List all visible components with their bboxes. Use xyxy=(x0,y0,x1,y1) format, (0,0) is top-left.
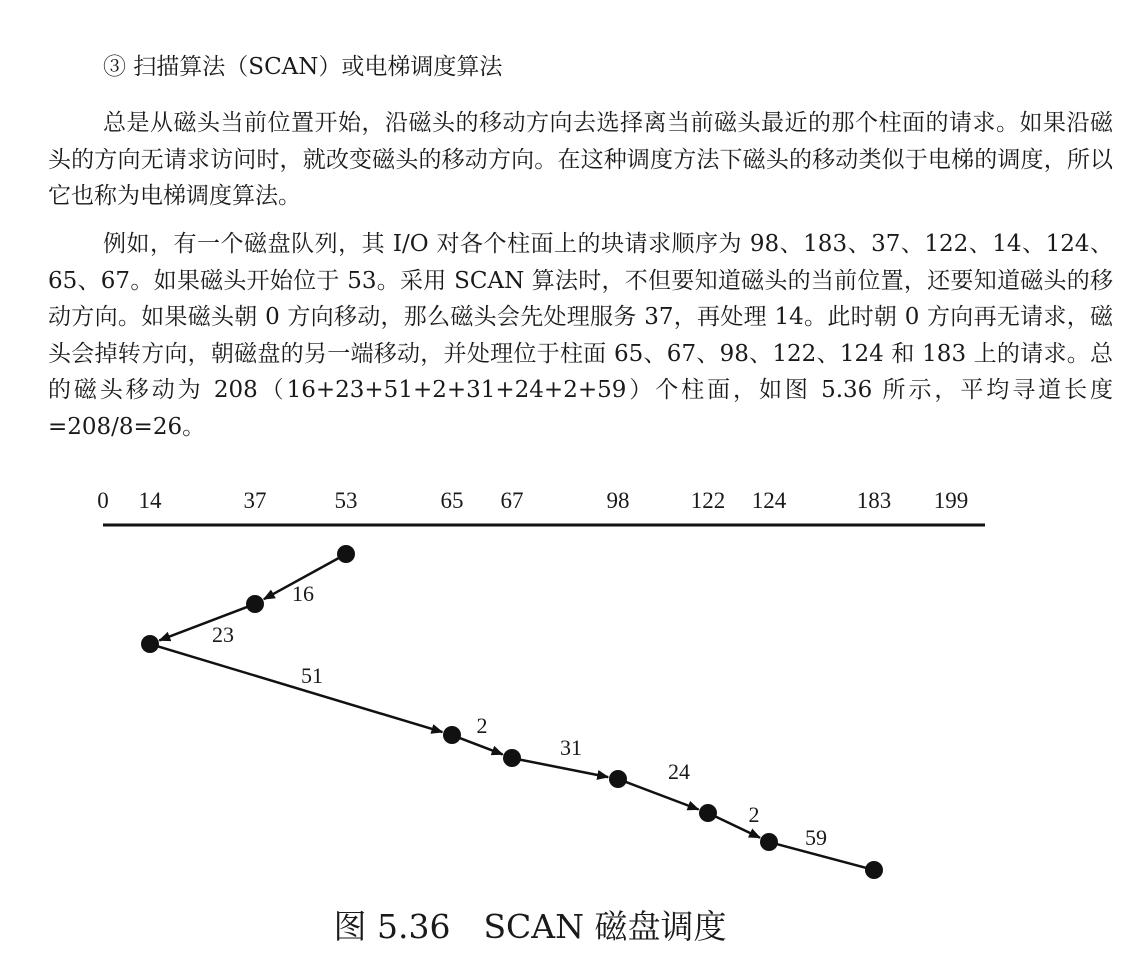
axis-tick-label: 67 xyxy=(500,488,524,513)
axis-tick-labels xyxy=(97,488,968,513)
section-heading: ③ 扫描算法（SCAN）或电梯调度算法 xyxy=(103,54,503,80)
axis-tick-label: 124 xyxy=(751,488,787,513)
request-point xyxy=(503,749,521,767)
request-point xyxy=(865,861,883,879)
axis-tick-label: 199 xyxy=(933,488,969,513)
path-segment xyxy=(520,760,608,778)
figure-caption: 图 5.36 SCAN 磁盘调度 xyxy=(333,907,727,946)
axis-tick-label: 98 xyxy=(606,488,630,513)
axis-tick-label: 53 xyxy=(334,488,358,513)
scan-diagram xyxy=(0,470,1140,890)
request-point xyxy=(246,595,264,613)
paragraph-example: 例如，有一个磁盘队列，其 I/O 对各个柱面上的块请求顺序为 98、183、37、122、14、124、65、67。如果磁头开始位于 53。采用 SCAN 算法时，不但要知道磁头的当前位置，还要知道磁头的移动方向。如果磁头朝 0 方向移动，那么磁头会先处理服务 37，再处理 14。此时朝 0 方向再无请求，磁头会掉转方向，朝磁盘的另一端移动，并处理位于柱面 65、67、98、122、124 和 183 上的请求。总的磁头移动为 208（16+23+51+2+31+24+2+59）个柱面，如图 5.36 所示，平均寻道长度=208/8=26。 xyxy=(48,231,1113,440)
axis-tick-label: 122 xyxy=(690,488,726,513)
segment-label: 24 xyxy=(668,759,690,784)
segment-label: 31 xyxy=(560,735,582,760)
segment-label: 23 xyxy=(212,622,234,647)
segment-label: 59 xyxy=(805,825,827,850)
axis-tick-label: 183 xyxy=(856,488,892,513)
paragraph-intro: 总是从磁头当前位置开始，沿磁头的移动方向去选择离当前磁头最近的那个柱面的请求。如果沿磁头的方向无请求访问时，就改变磁头的移动方向。在这种调度方法下磁头的移动类似于电梯的调度，所以它也称为电梯调度算法。 xyxy=(48,110,1113,209)
request-point xyxy=(443,726,461,744)
segment-label: 2 xyxy=(476,713,488,738)
request-point xyxy=(141,635,159,653)
segment-label: 2 xyxy=(748,802,760,827)
segment-labels xyxy=(212,581,827,850)
request-point xyxy=(609,770,627,788)
axis-tick-label: 0 xyxy=(97,488,109,513)
request-point xyxy=(760,833,778,851)
segment-label: 16 xyxy=(292,581,314,606)
path-segment xyxy=(626,782,699,810)
segment-label: 51 xyxy=(301,663,323,688)
path-segment xyxy=(158,646,443,732)
path-segment xyxy=(460,738,503,755)
axis-tick-label: 37 xyxy=(243,488,267,513)
axis-tick-label: 14 xyxy=(138,488,162,513)
request-point xyxy=(337,545,355,563)
request-point xyxy=(699,804,717,822)
axis-tick-label: 65 xyxy=(440,488,464,513)
path-segment xyxy=(159,607,247,641)
request-points xyxy=(141,545,883,879)
